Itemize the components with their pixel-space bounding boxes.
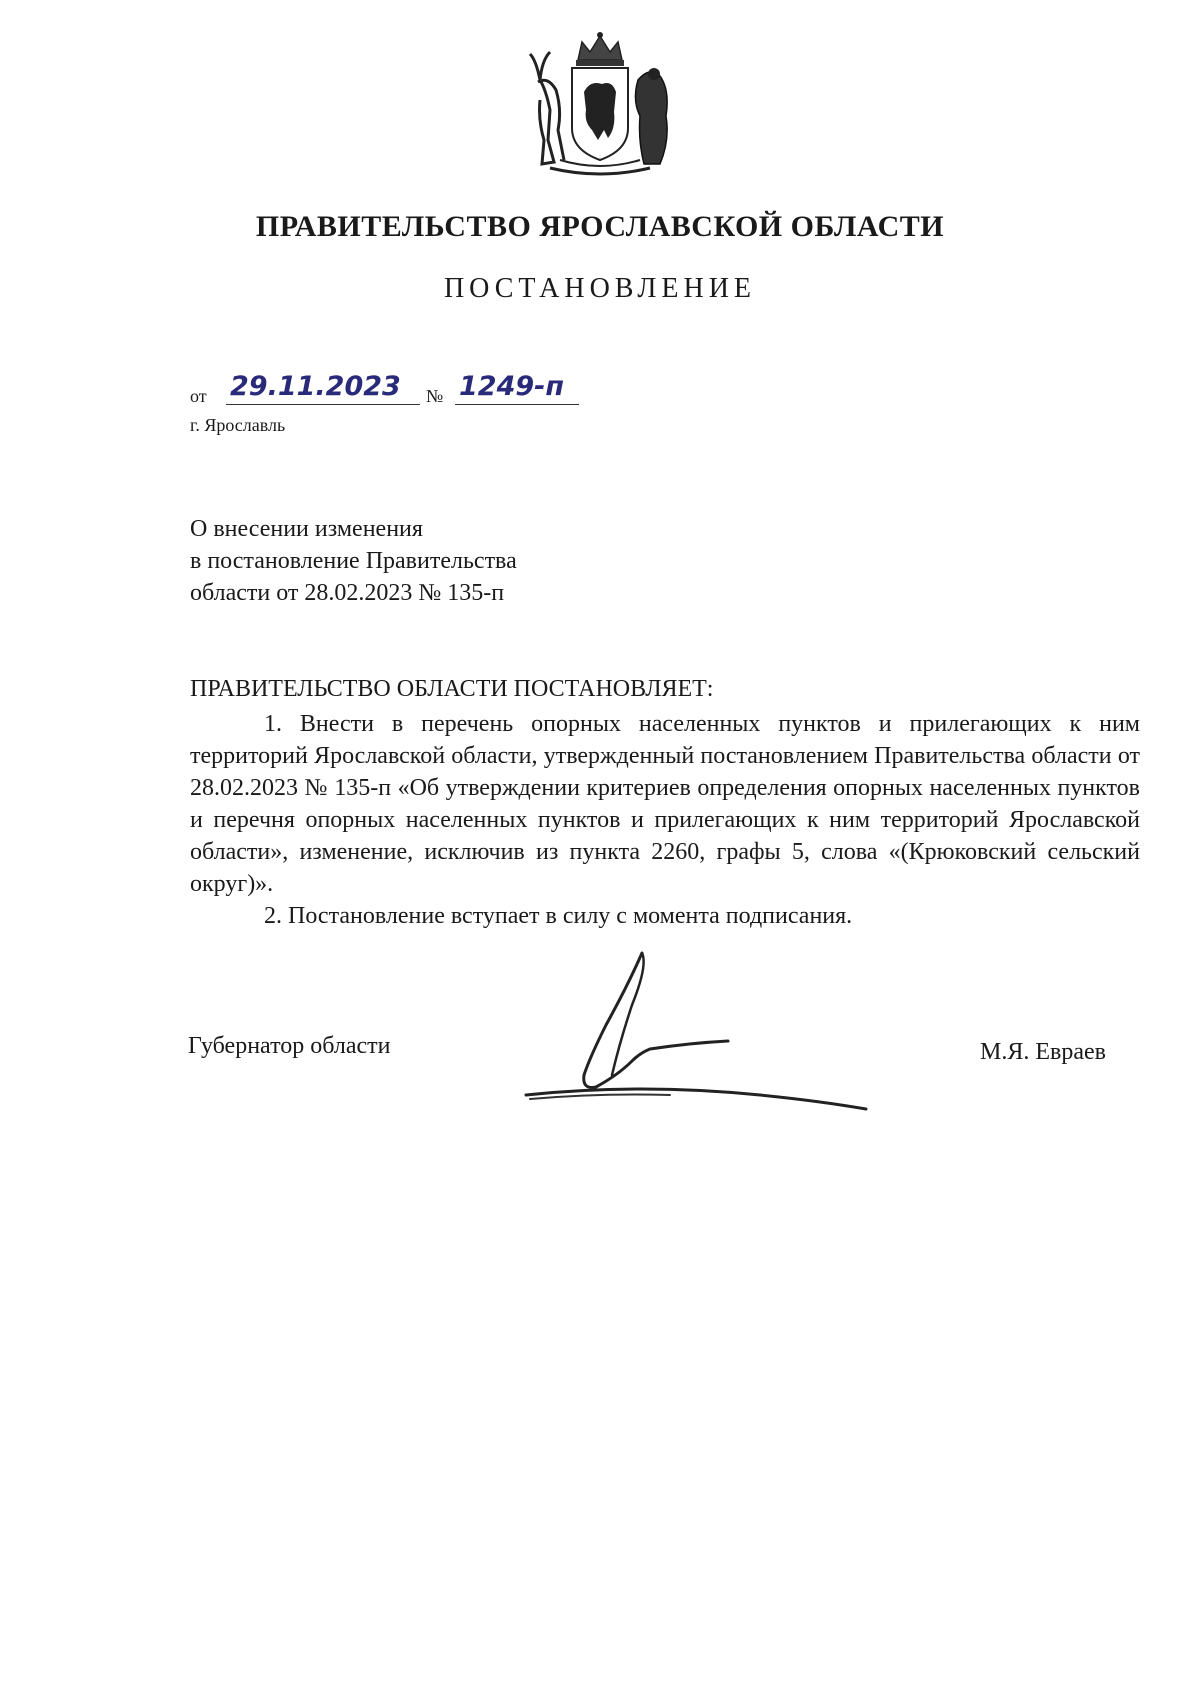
subject-line: в постановление Правительства — [190, 548, 517, 574]
document-number: 1249-п — [455, 370, 579, 405]
registration-row — [190, 370, 590, 410]
signer-name: М.Я. Евраев — [980, 1039, 1106, 1065]
number-sign: № — [426, 386, 444, 406]
handwritten-signature-icon — [520, 945, 900, 1125]
paragraph-1: 1. Внести в перечень опорных населенных пунктов и прилегающих к ним территорий Ярославской области, утвержденный постановлением Правительства области от 28.02.2023 № 135-п «Об утверждении критериев определения опорных населенных пунктов и перечня опорных населенных пунктов и прилегающих к ним территорий Ярославской области», изменение, исключив из пункта 2260, графы 5, слова «(Крюковский сельский округ)». — [190, 711, 1140, 897]
document-date: 29.11.2023 — [226, 370, 420, 405]
coat-of-arms-icon — [520, 30, 680, 180]
decree-heading: ПРАВИТЕЛЬСТВО ОБЛАСТИ ПОСТАНОВЛЯЕТ: — [190, 676, 714, 702]
subject-line: области от 28.02.2023 № 135-п — [190, 580, 505, 606]
document-subject — [190, 513, 517, 609]
city: г. Ярославль — [190, 415, 286, 435]
paragraph-2: 2. Постановление вступает в силу с момента подписания. — [264, 903, 853, 929]
signer-role: Губернатор области — [188, 1033, 391, 1059]
document-type: ПОСТАНОВЛЕНИЕ — [443, 273, 757, 304]
subject-line: О внесении изменения — [190, 516, 423, 542]
date-prefix: от — [190, 386, 207, 406]
government-title: ПРАВИТЕЛЬСТВО ЯРОСЛАВСКОЙ ОБЛАСТИ — [255, 210, 945, 243]
